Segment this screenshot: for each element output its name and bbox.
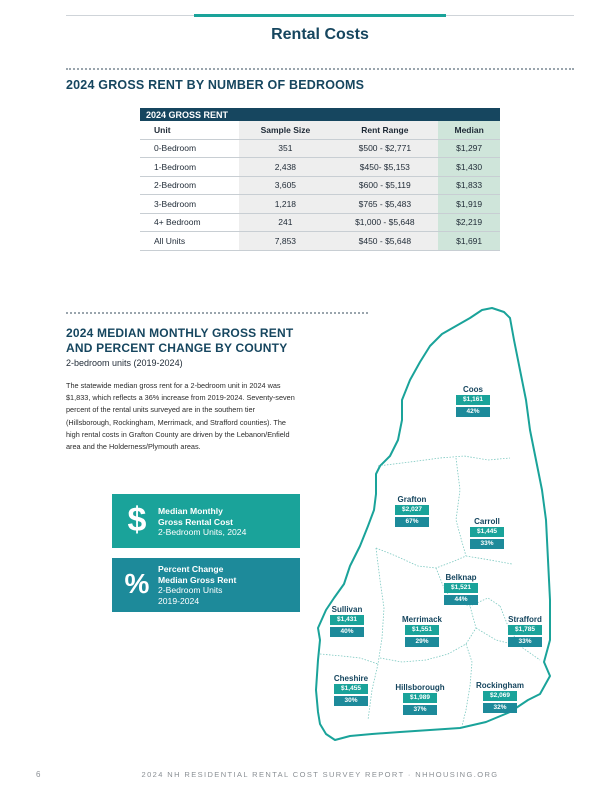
cell-rent-range: $500 - $2,771 [331,139,438,158]
county-percent-change: 42% [456,407,490,417]
county-label [460,680,540,713]
description-line: high rental costs in Grafton County are driven by the Lebanon/Enfield [66,429,290,439]
county-label [433,384,513,417]
county-label [307,604,387,637]
cell-median: $1,919 [438,195,500,214]
cell-unit: 2-Bedroom [140,176,239,195]
cell-median: $1,297 [438,139,500,158]
legend-line: Gross Rental Cost [158,516,233,527]
county-percent-change: 30% [334,696,368,706]
cell-rent-range: $450- $5,153 [331,158,438,177]
cell-sample-size: 351 [239,139,331,158]
cell-unit: 4+ Bedroom [140,213,239,232]
cell-sample-size: 7,853 [239,232,331,251]
county-median-rent: $1,455 [334,684,368,694]
description-line: $1,833, which reflects a 36% increase from 2019-2024. Seventy-seven [66,393,295,403]
cell-sample-size: 3,605 [239,176,331,195]
county-label [421,572,501,605]
county-median-rent: $1,431 [330,615,364,625]
column-header-median: Median [438,121,500,139]
column-header-rent-range: Rent Range [331,121,438,139]
column-header-sample-size: Sample Size [239,121,331,139]
county-name: Belknap [445,573,477,582]
cell-median: $2,219 [438,213,500,232]
county-median-rent: $1,785 [508,625,542,635]
county-name: Merrimack [401,615,443,624]
county-median-rent: $1,445 [470,527,504,537]
legend-line: 2-Bedroom Units, 2024 [158,527,247,537]
legend-line: Median Monthly [158,506,223,516]
county-percent-change: 37% [403,705,437,715]
bedrooms-heading: 2024 GROSS RENT BY NUMBER OF BEDROOMS [66,78,365,92]
cell-sample-size: 241 [239,213,331,232]
cell-median: $1,430 [438,158,500,177]
table-caption: 2024 GROSS RENT [140,108,500,121]
page-number: 6 [36,770,41,779]
county-name: Sullivan [331,605,363,614]
county-label [447,516,527,549]
county-label [311,673,391,706]
county-name: Carroll [474,517,500,526]
county-name: Coos [463,385,483,394]
cell-rent-range: $450 - $5,648 [331,232,438,251]
county-name: Cheshire [333,674,369,683]
county-percent-change: 33% [508,637,542,647]
description-line: The statewide median gross rent for a 2-bedroom unit in 2024 was [66,381,281,390]
dollar-icon: $ [127,501,147,539]
percent-icon: % [124,568,150,599]
legend-line: Percent Change [158,564,224,574]
legend-line: 2019-2024 [158,595,200,606]
cell-rent-range: $600 - $5,119 [331,176,438,195]
cell-sample-size: 1,218 [239,195,331,214]
legend-line: Median Gross Rent [158,574,237,585]
county-percent-change: 40% [330,627,364,637]
cell-rent-range: $1,000 - $5,648 [331,213,438,232]
cell-unit: 0-Bedroom [140,139,239,158]
county-label [372,494,452,527]
county-heading-line: 2024 MEDIAN MONTHLY GROSS RENT [66,326,294,340]
county-median-rent: $1,521 [444,583,478,593]
county-percent-change: 29% [405,637,439,647]
county-label [382,614,462,647]
legend-line: 2-Bedroom Units [158,585,223,595]
county-name: Strafford [508,615,542,624]
county-name: Grafton [397,495,427,504]
county-percent-change: 33% [470,539,504,549]
county-median-rent: $2,069 [483,691,517,701]
county-subheading: 2-bedroom units (2019-2024) [66,358,183,368]
county-label [380,682,460,715]
cell-sample-size: 2,438 [239,158,331,177]
column-header-unit: Unit [140,121,239,139]
description-line: area and the Holderness/Plymouth areas. [66,442,201,452]
county-median-rent: $1,161 [456,395,490,405]
county-percent-change: 32% [483,703,517,713]
county-median-rent: $1,551 [405,625,439,635]
county-label [485,614,565,647]
description-line: percent of the rental units surveyed are in the southern tier [66,405,256,415]
cell-rent-range: $765 - $5,483 [331,195,438,214]
county-percent-change: 44% [444,595,478,605]
county-border [320,654,378,664]
county-border [378,456,510,466]
county-heading-line: AND PERCENT CHANGE BY COUNTY [66,341,288,355]
county-percent-change: 67% [395,517,429,527]
county-name: Rockingham [475,681,524,690]
cell-unit: 1-Bedroom [140,158,239,177]
description-line: (Hillsborough, Rockingham, Merrimack, and Strafford counties). The [66,417,286,427]
cell-unit: 3-Bedroom [140,195,239,214]
cell-unit: All Units [140,232,239,251]
county-median-rent: $2,027 [395,505,429,515]
cell-median: $1,833 [438,176,500,195]
footer-text: 2024 NH RESIDENTIAL RENTAL COST SURVEY REPORT · NHHOUSING.ORG [141,770,499,779]
page-title: Rental Costs [271,26,369,43]
county-border [376,548,512,568]
cell-median: $1,691 [438,232,500,251]
county-name: Hillsborough [395,683,445,692]
county-median-rent: $1,989 [403,693,437,703]
